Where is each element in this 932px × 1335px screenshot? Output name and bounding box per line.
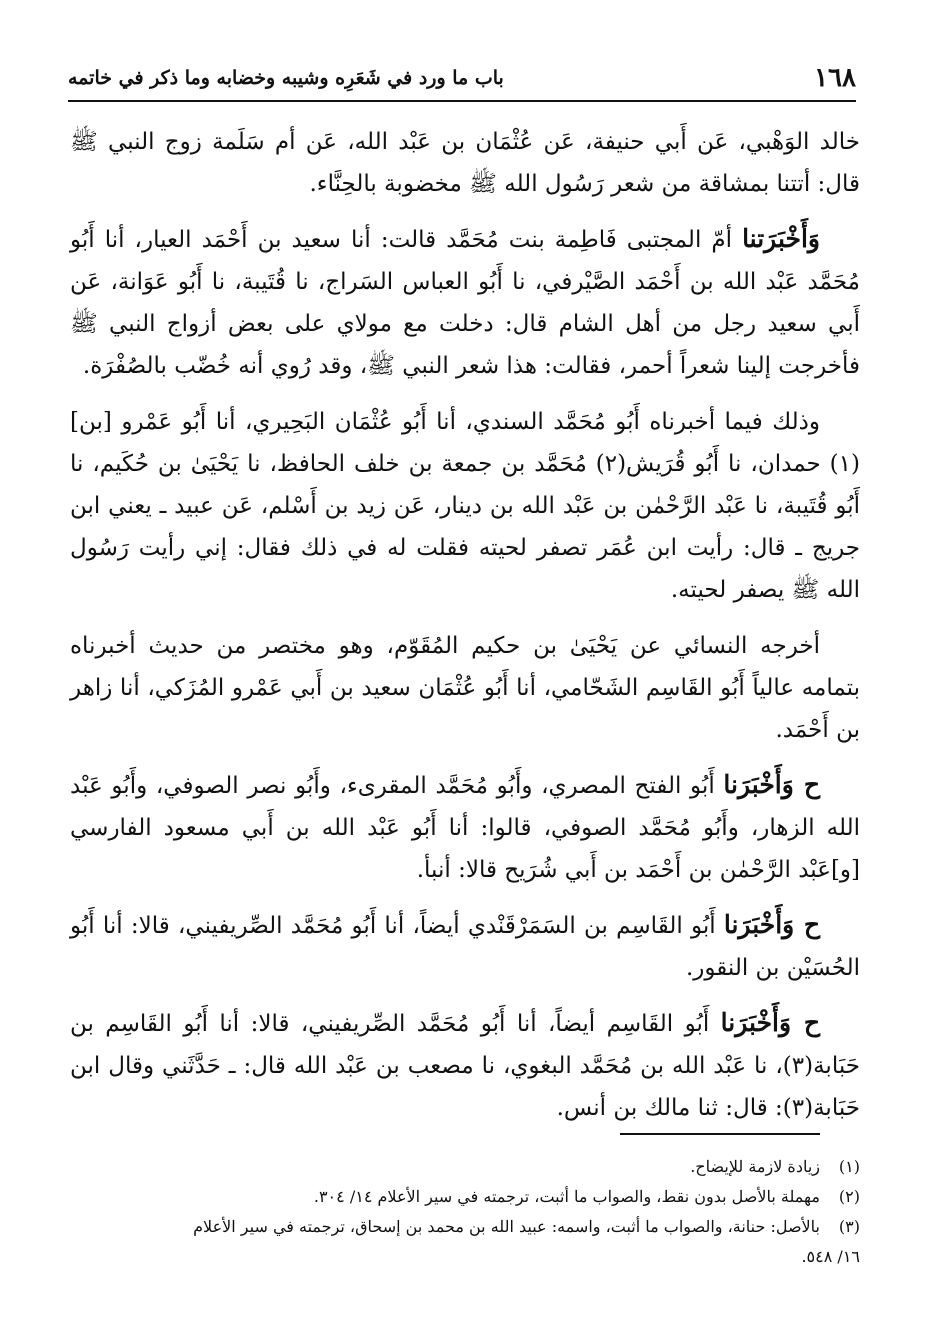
paragraph-lead: وَأَخْبَرَتنا <box>742 224 820 253</box>
footnote <box>70 1182 860 1212</box>
footnote-continuation: ١٦/ ٥٤٨. <box>801 1247 860 1266</box>
paragraph-text: أَبُو الفتح المصري، وأَبُو مُحَمَّد المقرىء، وأَبُو نصر الصوفي، وأَبُو عَبْد الله الزهار، وأَبُو مُحَمَّد الصوفي، قالوا: أنا أَبُو عَبْد الله بن أَبي مسعود الفارسي [و]عَبْد الرَّحْمٰن بن أَحْمَد بن أَبي شُرَيح قالا: أنبأ. <box>70 773 860 883</box>
footnote-number: (١) <box>838 1157 860 1176</box>
footnote <box>70 1152 860 1182</box>
footnote-text: زيادة لازمة للإيضاح. <box>690 1157 820 1176</box>
footnote-text: بالأصل: حنانة، والصواب ما أثبت، واسمه: عبيد الله بن محمد بن إسحاق، ترجمته في سير الأعلام <box>193 1217 820 1236</box>
footnote-text: مهملة بالأصل بدون نقط، والصواب ما أثبت، ترجمته في سير الأعلام ١٤/ ٣٠٤. <box>313 1187 820 1206</box>
paragraph-text: أمّ المجتبى فَاطِمة بنت مُحَمَّد قالت: أنا سعيد بن أَحْمَد العيار، أنا أَبُو مُحَمَّد عَبْد الله بن أَحْمَد الصَّيْرفي، نا أَبُو العباس السَراج، نا قُتَيبة، نا أَبُو عَوَانة، عَن أَبي سعيد رجل من أهل الشام قال: دخلت مع مولاي على بعض أزواج النبي ﷺ فأخرجت إلينا شعراً أحمر، فقالت: هذا شعر النبي ﷺ، وقد رُوي أنه خُضّب بالصُفْرَة. <box>70 227 860 379</box>
footnote-number: (٢) <box>838 1187 860 1206</box>
paragraph-text: أَبُو القَاسِم أيضاً، أنا أَبُو مُحَمَّد الصِّريفيني، قالا: أنا أَبُو القَاسِم بن حَبَابة(٣)، نا عَبْد الله بن مُحَمَّد البغوي، نا مصعب بن عَبْد الله قال: ـ حَدَّثَني وقال ابن حَبَابة(٣): قال: ثنا مالك بن أنس. <box>70 1011 860 1121</box>
page-number: ١٦٨ <box>814 63 856 93</box>
paragraph <box>70 904 860 989</box>
paragraph-text: خالد الوَهْبي، عَن أَبي حنيفة، عَن عُثْمَان بن عَبْد الله، عَن أم سَلَمة زوج النبي ﷺ قال: أتتنا بمشاقة من شعر رَسُول الله ﷺ مخضوبة بالحِنَّاء. <box>70 129 860 197</box>
running-title: باب ما ورد في شَعَرِه وشيبه وخضابه وما ذكر في خاتمه <box>68 67 504 89</box>
main-text <box>70 120 860 1142</box>
paragraph <box>70 764 860 891</box>
page-header <box>68 56 856 102</box>
paragraph <box>70 1002 860 1129</box>
paragraph-text: أخرجه النسائي عن يَحْيَىٰ بن حكيم المُقَوّم، وهو مختصر من حديث أخبرناه بتمامه عالياً أَبُو القَاسِم الشَحّامي، أنا أَبُو عُثْمَان سعيد بن أَبي عَمْرو المُزَكي، أنا زاهر بن أَحْمَد. <box>70 633 860 743</box>
paragraph <box>70 120 860 205</box>
footnotes <box>70 1152 860 1272</box>
footnote-number: (٣) <box>838 1217 860 1236</box>
paragraph-lead: ح وَأَخْبَرَنا <box>720 1008 820 1037</box>
paragraph <box>70 400 860 611</box>
paragraph-text: وذلك فيما أخبرناه أَبُو مُحَمَّد السندي، أنا أَبُو عُثْمَان البَحِيري، أنا أَبُو عَمْرو [بن](١) حمدان، نا أَبُو قُرَيش(٢) مُحَمَّد بن جمعة بن خلف الحافظ، نا يَحْيَىٰ بن حُكَيم، نا أَبُو قُتَيبة، نا عَبْد الرَّحْمٰن بن عَبْد الله بن دينار، عَن زيد بن أَسْلم، عَن عبيد ـ يعني ابن جريج ـ قال: رأيت ابن عُمَر تصفر لحيته فقلت له في ذلك فقال: إني رأيت رَسُول الله ﷺ يصفر لحيته. <box>70 409 860 603</box>
paragraph <box>70 624 860 751</box>
footnote <box>70 1212 860 1242</box>
paragraph-lead: ح وَأَخْبَرَنا <box>723 770 820 799</box>
paragraph-lead: ح وَأَخْبَرَنا <box>723 910 820 939</box>
footnote-divider <box>620 1133 820 1135</box>
paragraph <box>70 218 860 387</box>
paragraph-text: أَبُو القَاسِم بن السَمَرْقَنْدي أيضاً، أنا أَبُو مُحَمَّد الصِّريفيني، قالا: أنا أَبُو الحُسَيْن بن النقور. <box>70 913 860 981</box>
